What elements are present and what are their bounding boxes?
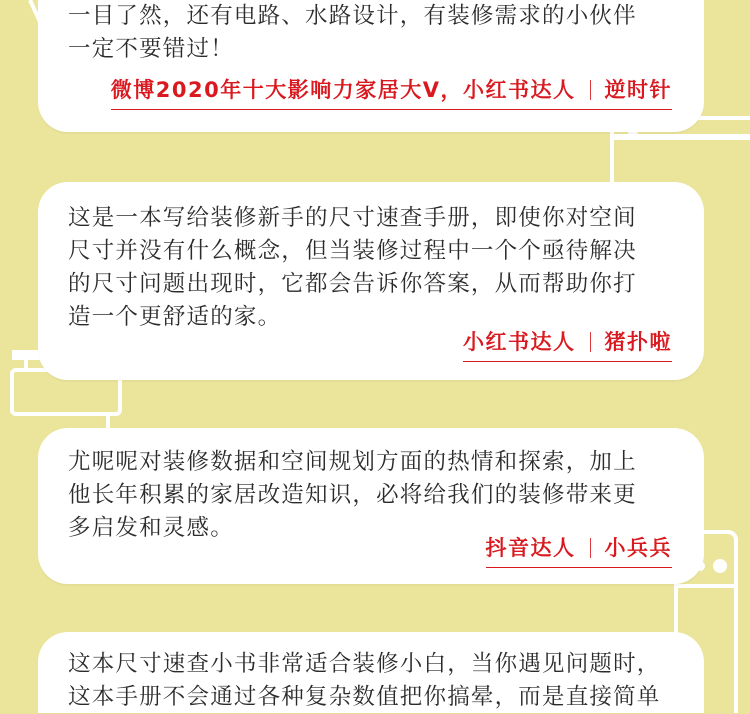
review-card <box>38 428 704 584</box>
review-card <box>38 182 704 380</box>
review-signature <box>486 532 673 568</box>
review-text: 一目了然，还有电路、水路设计，有装修需求的小伙伴 一定不要错过！ <box>68 3 637 62</box>
review-author: 逆时针 <box>604 78 672 102</box>
review-card <box>38 0 704 132</box>
divider <box>590 332 591 352</box>
review-text: 这本尺寸速查小书非常适合装修小白，当你遇见问题时， 这本手册不会通过各种复杂数值把你搞晕，而是直接简单 <box>68 651 661 710</box>
review-signature <box>463 326 672 362</box>
review-text: 这是一本写给装修新手的尺寸速查手册，即使你对空间 尺寸并没有什么概念，但当装修过程中一个个亟待解决 的尺寸问题出现时，它都会告诉你答案，从而帮助你打 造一个更舒适的家。 <box>68 205 637 330</box>
divider <box>590 538 591 558</box>
review-author: 猪扑啦 <box>604 330 672 354</box>
review-card <box>38 632 704 713</box>
review-source: 小红书达人 <box>463 330 576 354</box>
review-signature <box>111 74 672 110</box>
divider <box>590 80 591 100</box>
review-author: 小兵兵 <box>604 536 672 560</box>
review-source: 微博2020年十大影响力家居大V，小红书达人 <box>110 78 576 102</box>
review-source: 抖音达人 <box>485 536 576 560</box>
review-text: 尤呢呢对装修数据和空间规划方面的热情和探索，加上 他长年积累的家居改造知识，必将给我们的装修带来更 多启发和灵感。 <box>68 449 637 541</box>
